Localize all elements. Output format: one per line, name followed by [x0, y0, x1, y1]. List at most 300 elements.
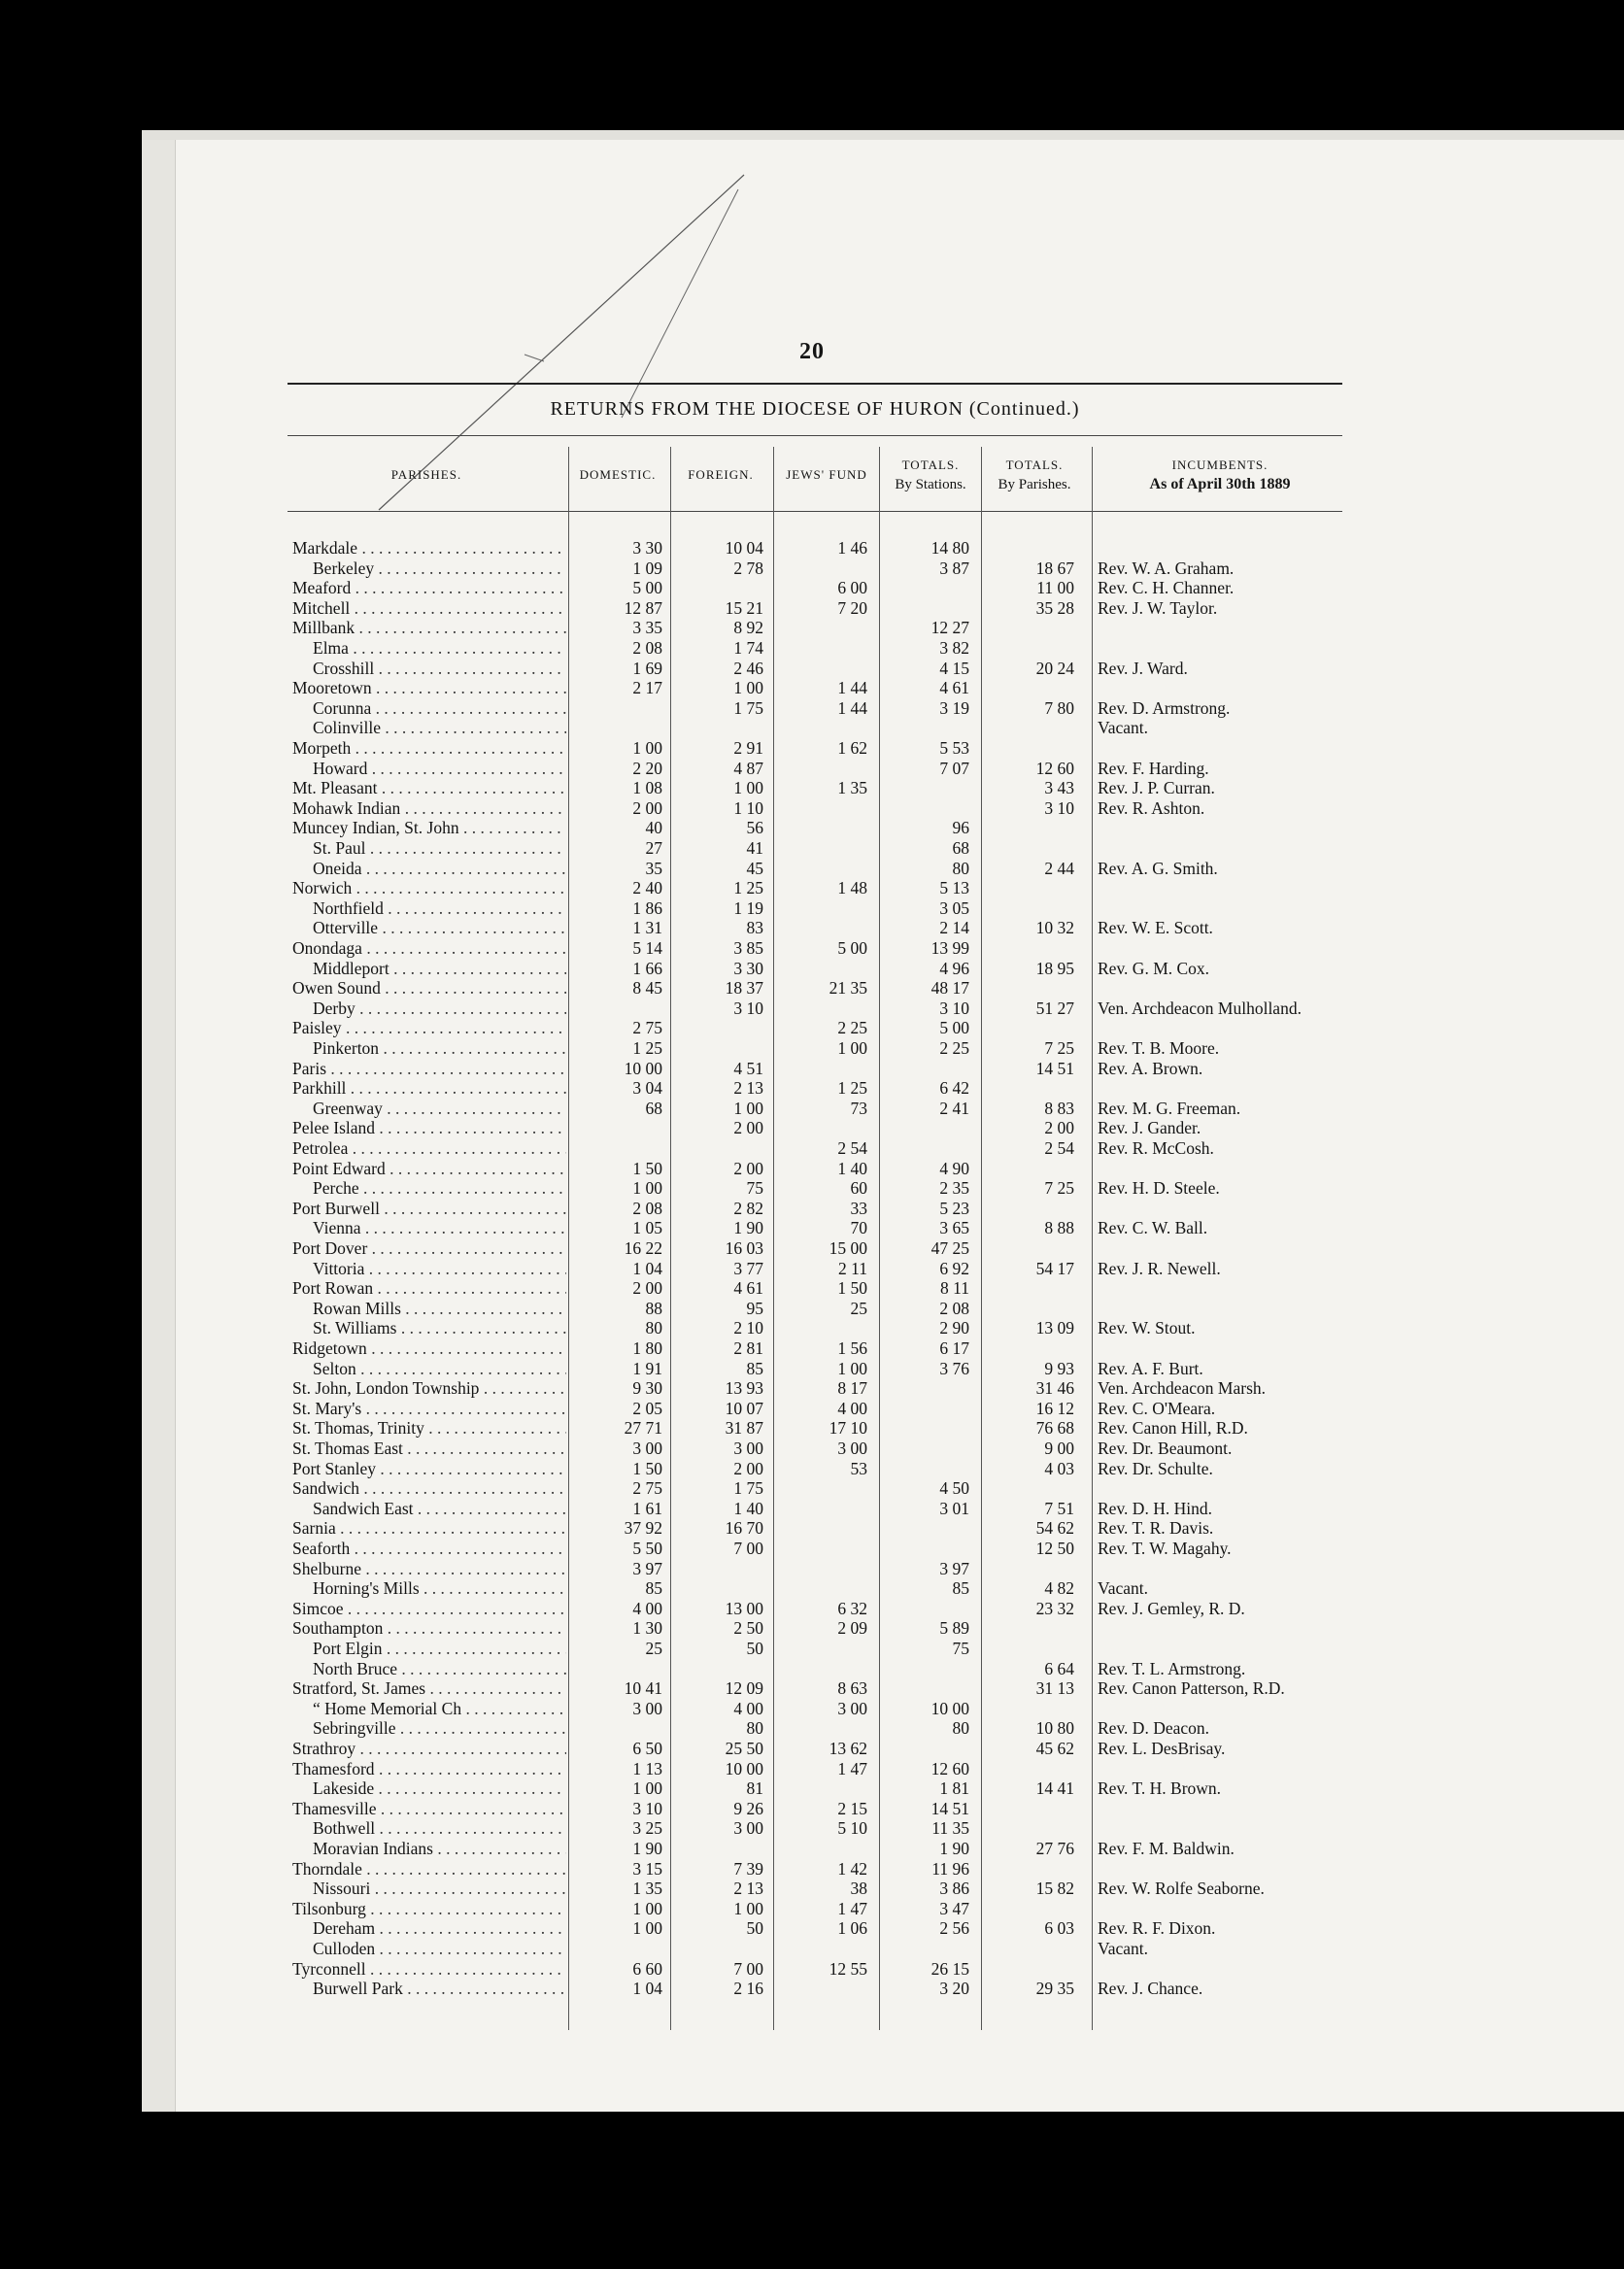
domestic-cell: 27 [645, 838, 662, 858]
parishes-cell: 35 28 [1035, 597, 1074, 618]
table-row [0, 538, 1624, 559]
incumbent-cell: Rev. T. R. Davis. [1098, 1518, 1214, 1539]
domestic-cell: 2 40 [632, 878, 662, 898]
stations-cell: 2 14 [939, 918, 969, 938]
table-row [0, 978, 1624, 999]
parish-name: Bothwell . . . [313, 1818, 566, 1839]
table-row [0, 898, 1624, 919]
parishes-cell: 7 51 [1044, 1498, 1074, 1518]
jews-cell: 6 00 [837, 578, 867, 598]
table-row [0, 1739, 1624, 1759]
header-top-rule [288, 435, 1342, 436]
foreign-cell: 15 21 [725, 597, 763, 618]
parish-name: Stratford, St. James . . . [292, 1678, 566, 1699]
stations-cell: 3 10 [939, 998, 969, 1018]
jews-cell: 2 25 [837, 1018, 867, 1038]
parish-name: Strathroy . . . [292, 1739, 566, 1759]
domestic-cell: 1 04 [632, 1979, 662, 1999]
incumbent-cell: Rev. A. F. Burt. [1098, 1358, 1203, 1378]
domestic-cell: 6 50 [632, 1739, 662, 1758]
foreign-cell: 3 30 [733, 958, 763, 978]
foreign-cell: 50 [746, 1918, 763, 1939]
parish-name: Vienna . . . [313, 1218, 566, 1238]
parishes-cell: 54 62 [1035, 1518, 1074, 1539]
parishes-cell: 20 24 [1035, 658, 1074, 678]
table-row [0, 598, 1624, 619]
incumbent-cell: Rev. W. E. Scott. [1098, 918, 1213, 938]
domestic-cell: 3 15 [632, 1858, 662, 1879]
parish-name: Howard . . . [313, 759, 566, 779]
jews-cell: 8 17 [837, 1378, 867, 1399]
jews-cell: 3 00 [837, 1698, 867, 1718]
table-row [0, 1278, 1624, 1299]
table-row [0, 1378, 1624, 1399]
domestic-cell: 3 25 [632, 1818, 662, 1839]
domestic-cell: 1 00 [632, 738, 662, 758]
foreign-cell: 10 04 [725, 538, 763, 558]
domestic-cell: 1 00 [632, 1918, 662, 1939]
foreign-cell: 3 00 [733, 1439, 763, 1458]
foreign-cell: 2 78 [733, 558, 763, 578]
jews-cell: 5 10 [837, 1818, 867, 1839]
foreign-cell: 9 26 [733, 1798, 763, 1818]
stations-cell: 2 41 [939, 1098, 969, 1118]
domestic-cell: 1 04 [632, 1258, 662, 1278]
top-rule [288, 383, 1342, 385]
domestic-cell: 25 [645, 1639, 662, 1658]
incumbent-cell: Rev. J. P. Curran. [1098, 778, 1215, 798]
stations-cell: 4 96 [939, 958, 969, 978]
stations-cell: 3 65 [939, 1218, 969, 1238]
parish-name: Corunna . . . [313, 698, 566, 719]
domestic-cell: 68 [645, 1098, 662, 1118]
parish-name: Vittoria . . . [313, 1259, 566, 1279]
foreign-cell: 1 40 [733, 1498, 763, 1518]
parishes-cell: 3 43 [1044, 778, 1074, 798]
foreign-cell: 83 [746, 918, 763, 938]
table-row [0, 1118, 1624, 1138]
foreign-cell: 1 75 [733, 697, 763, 718]
parish-name: Lakeside . . . [313, 1778, 566, 1799]
table-row [0, 638, 1624, 659]
jews-cell: 2 09 [837, 1618, 867, 1639]
stations-cell: 4 61 [939, 678, 969, 698]
parish-name: St. John, London Township . . . [292, 1378, 566, 1399]
parishes-cell: 12 60 [1035, 758, 1074, 778]
parishes-cell: 45 62 [1035, 1739, 1074, 1758]
header-parishes: PARISHES. [390, 467, 462, 482]
parish-name: Port Rowan . . . [292, 1278, 566, 1299]
incumbent-cell: Rev. T. H. Brown. [1098, 1778, 1222, 1799]
stations-cell: 3 05 [939, 897, 969, 918]
parishes-cell: 9 00 [1044, 1439, 1074, 1458]
header-totals-stations: TOTALS. By Stations. [895, 457, 966, 492]
parishes-cell: 18 67 [1035, 558, 1074, 578]
incumbent-cell: Rev. R. Ashton. [1098, 797, 1205, 818]
parish-name: “ Home Memorial Ch . . . [313, 1699, 566, 1719]
foreign-cell: 13 00 [725, 1598, 763, 1618]
foreign-cell: 81 [746, 1778, 763, 1799]
stations-cell: 13 99 [930, 938, 969, 958]
parish-name: Thamesford . . . [292, 1759, 566, 1779]
domestic-cell: 1 80 [632, 1338, 662, 1358]
jews-cell: 1 47 [837, 1898, 867, 1918]
stations-cell: 3 01 [939, 1498, 969, 1518]
incumbent-cell: Vacant. [1098, 1939, 1148, 1958]
parish-name: Horning's Mills . . . [313, 1578, 566, 1599]
domestic-cell: 3 10 [632, 1798, 662, 1818]
stations-cell: 12 27 [930, 618, 969, 638]
stations-cell: 7 07 [939, 758, 969, 778]
parishes-cell: 8 88 [1044, 1218, 1074, 1238]
foreign-cell: 3 85 [733, 938, 763, 958]
incumbent-cell: Rev. Dr. Schulte. [1098, 1458, 1213, 1478]
table-row [0, 1918, 1624, 1939]
stations-cell: 2 08 [939, 1298, 969, 1318]
parish-name: Culloden . . . [313, 1939, 566, 1959]
foreign-cell: 2 00 [733, 1458, 763, 1478]
parish-name: St. Thomas East . . . [292, 1439, 566, 1459]
foreign-cell: 18 37 [725, 978, 763, 999]
incumbent-cell: Rev. C. H. Channer. [1098, 578, 1235, 598]
domestic-cell: 3 35 [632, 618, 662, 638]
table-row [0, 1338, 1624, 1359]
incumbent-cell: Rev. J. Gemley, R. D. [1098, 1598, 1245, 1618]
parish-name: Norwich . . . [292, 878, 566, 898]
domestic-cell: 1 30 [632, 1618, 662, 1639]
domestic-cell: 8 45 [632, 978, 662, 999]
domestic-cell: 3 30 [632, 538, 662, 558]
table-row [0, 1939, 1624, 1959]
parish-name: Elma . . . [313, 638, 566, 659]
table-row [0, 1059, 1624, 1079]
parishes-cell: 10 32 [1035, 918, 1074, 938]
stations-cell: 5 00 [939, 1018, 969, 1038]
stations-cell: 47 25 [930, 1238, 969, 1258]
incumbent-cell: Rev. G. M. Cox. [1098, 958, 1210, 978]
parish-name: Sandwich . . . [292, 1478, 566, 1499]
foreign-cell: 3 00 [733, 1818, 763, 1839]
parish-name: Nissouri . . . [313, 1879, 566, 1899]
foreign-cell: 41 [746, 838, 763, 858]
parish-name: Otterville . . . [313, 918, 566, 938]
table-row [0, 1778, 1624, 1799]
jews-cell: 3 00 [837, 1439, 867, 1458]
table-row [0, 778, 1624, 798]
stations-cell: 3 76 [939, 1358, 969, 1378]
incumbent-cell: Rev. J. W. Taylor. [1098, 597, 1218, 618]
foreign-cell: 2 00 [733, 1118, 763, 1138]
table-row [0, 1799, 1624, 1819]
table-row [0, 1578, 1624, 1599]
parishes-cell: 2 00 [1044, 1118, 1074, 1138]
stations-cell: 3 20 [939, 1979, 969, 1999]
domestic-cell: 3 04 [632, 1078, 662, 1099]
incumbent-cell: Rev. F. Harding. [1098, 758, 1209, 778]
parish-name: Thamesville . . . [292, 1799, 566, 1819]
foreign-cell: 7 39 [733, 1858, 763, 1879]
parishes-cell: 23 32 [1035, 1598, 1074, 1618]
domestic-cell: 2 17 [632, 678, 662, 698]
table-row [0, 1099, 1624, 1119]
table-row [0, 559, 1624, 579]
foreign-cell: 1 75 [733, 1478, 763, 1499]
incumbent-cell: Rev. A. Brown. [1098, 1058, 1203, 1078]
jews-cell: 2 11 [838, 1258, 867, 1278]
domestic-cell: 3 97 [632, 1558, 662, 1578]
parishes-cell: 2 54 [1044, 1138, 1074, 1158]
domestic-cell: 9 30 [632, 1378, 662, 1399]
parish-name: Owen Sound . . . [292, 978, 566, 999]
incumbent-cell: Rev. M. G. Freeman. [1098, 1098, 1241, 1118]
table-row [0, 698, 1624, 719]
page-title: RETURNS FROM THE DIOCESE OF HURON (Continued.) [550, 398, 1080, 420]
table-row [0, 1478, 1624, 1499]
jews-cell: 13 62 [829, 1739, 867, 1758]
foreign-cell: 45 [746, 858, 763, 878]
parishes-cell: 6 64 [1044, 1658, 1074, 1678]
domestic-cell: 80 [645, 1318, 662, 1338]
foreign-cell: 95 [746, 1298, 763, 1318]
parishes-cell: 9 93 [1044, 1358, 1074, 1378]
domestic-cell: 10 00 [624, 1058, 662, 1078]
stations-cell: 5 13 [939, 878, 969, 898]
incumbent-cell: Rev. J. Gander. [1098, 1118, 1201, 1138]
table-row [0, 1078, 1624, 1099]
stations-cell: 85 [952, 1578, 969, 1599]
foreign-cell: 1 10 [733, 797, 763, 818]
domestic-cell: 27 71 [624, 1418, 662, 1439]
foreign-cell: 31 87 [725, 1418, 763, 1439]
table-row [0, 1439, 1624, 1459]
parishes-cell: 12 50 [1035, 1539, 1074, 1558]
stations-cell: 5 89 [939, 1618, 969, 1639]
foreign-cell: 4 61 [733, 1278, 763, 1299]
table-row [0, 1359, 1624, 1379]
parishes-cell: 4 82 [1044, 1578, 1074, 1599]
parish-name: Sebringville . . . [313, 1718, 566, 1739]
stations-cell: 75 [952, 1639, 969, 1658]
header-totals-parishes: TOTALS. By Parishes. [998, 457, 1071, 492]
jews-cell: 1 40 [837, 1158, 867, 1178]
incumbent-cell: Rev. W. A. Graham. [1098, 558, 1235, 578]
parish-name: St. Thomas, Trinity . . . [292, 1418, 566, 1439]
parish-name: Selton . . . [313, 1359, 566, 1379]
parishes-cell: 27 76 [1035, 1839, 1074, 1858]
stations-cell: 5 53 [939, 738, 969, 758]
incumbent-cell: Rev. J. Chance. [1098, 1979, 1203, 1999]
parishes-cell: 31 13 [1035, 1678, 1074, 1699]
parishes-cell: 2 44 [1044, 858, 1074, 878]
table-row [0, 1818, 1624, 1839]
stations-cell: 3 82 [939, 638, 969, 658]
parish-name: Perche . . . [313, 1178, 566, 1199]
parish-name: Mitchell . . . [292, 598, 566, 619]
table-row [0, 1238, 1624, 1259]
table-row [0, 578, 1624, 598]
table-row [0, 1399, 1624, 1419]
parish-name: Colinville . . . [313, 718, 566, 738]
foreign-cell: 2 10 [733, 1318, 763, 1338]
jews-cell: 70 [850, 1218, 867, 1238]
parish-name: Seaforth . . . [292, 1539, 566, 1559]
foreign-cell: 3 10 [733, 998, 763, 1018]
table-row [0, 1199, 1624, 1219]
parishes-cell: 7 25 [1044, 1178, 1074, 1199]
table-row [0, 838, 1624, 859]
stations-cell: 11 35 [931, 1818, 969, 1839]
foreign-cell: 4 51 [733, 1058, 763, 1078]
parish-name: Ridgetown . . . [292, 1338, 566, 1359]
domestic-cell: 1 00 [632, 1778, 662, 1799]
parish-name: Rowan Mills . . . [313, 1299, 566, 1319]
jews-cell: 33 [850, 1198, 867, 1218]
jews-cell: 1 46 [837, 538, 867, 558]
incumbent-cell: Rev. D. Armstrong. [1098, 697, 1231, 718]
parish-name: Meaford . . . [292, 578, 566, 598]
jews-cell: 1 00 [837, 1358, 867, 1378]
table-row [0, 1899, 1624, 1919]
parish-name: Greenway . . . [313, 1099, 566, 1119]
domestic-cell: 2 00 [632, 797, 662, 818]
parish-name: Tyrconnell . . . [292, 1959, 566, 1980]
domestic-cell: 1 09 [632, 558, 662, 578]
incumbent-cell: Rev. T. B. Moore. [1098, 1038, 1220, 1058]
incumbent-cell: Rev. J. R. Newell. [1098, 1258, 1221, 1278]
parish-name: Mohawk Indian . . . [292, 798, 566, 819]
incumbent-cell: Rev. C. O'Meara. [1098, 1398, 1216, 1418]
foreign-cell: 8 92 [733, 618, 763, 638]
incumbent-cell: Ven. Archdeacon Marsh. [1098, 1378, 1267, 1399]
stations-cell: 68 [952, 838, 969, 858]
foreign-cell: 1 90 [733, 1218, 763, 1238]
foreign-cell: 16 03 [725, 1238, 763, 1258]
parish-name: Middleport . . . [313, 959, 566, 979]
table-row [0, 759, 1624, 779]
stations-cell: 14 80 [930, 538, 969, 558]
incumbent-cell: Rev. H. D. Steele. [1098, 1178, 1220, 1199]
parishes-cell: 31 46 [1035, 1378, 1074, 1399]
table-row [0, 1959, 1624, 1980]
table-row [0, 1718, 1624, 1739]
foreign-cell: 16 70 [725, 1518, 763, 1539]
table-row [0, 738, 1624, 759]
domestic-cell: 1 13 [632, 1758, 662, 1778]
table-row [0, 1839, 1624, 1859]
domestic-cell: 1 91 [632, 1358, 662, 1378]
incumbent-cell: Vacant. [1098, 1578, 1148, 1599]
table-row [0, 859, 1624, 879]
domestic-cell: 1 50 [632, 1158, 662, 1178]
stations-cell: 48 17 [930, 978, 969, 999]
table-row [0, 798, 1624, 819]
foreign-cell: 1 74 [733, 638, 763, 658]
parish-name: Paisley . . . [292, 1018, 566, 1038]
parishes-cell: 6 03 [1044, 1918, 1074, 1939]
stations-cell: 3 87 [939, 558, 969, 578]
domestic-cell: 2 20 [632, 758, 662, 778]
parish-name: St. Paul . . . [313, 838, 566, 859]
domestic-cell: 4 00 [632, 1598, 662, 1618]
incumbent-cell: Rev. W. Stout. [1098, 1318, 1196, 1338]
foreign-cell: 2 46 [733, 658, 763, 678]
parish-name: Derby . . . [313, 999, 566, 1019]
stations-cell: 3 19 [939, 697, 969, 718]
jews-cell: 5 00 [837, 938, 867, 958]
incumbent-cell: Rev. Dr. Beaumont. [1098, 1439, 1233, 1458]
incumbent-cell: Rev. R. F. Dixon. [1098, 1918, 1216, 1939]
stations-cell: 2 35 [939, 1178, 969, 1199]
foreign-cell: 7 00 [733, 1539, 763, 1558]
parish-name: North Bruce . . . [313, 1659, 566, 1679]
domestic-cell: 10 41 [624, 1678, 662, 1699]
foreign-cell: 85 [746, 1358, 763, 1378]
table-row [0, 1699, 1624, 1719]
domestic-cell: 40 [645, 818, 662, 838]
foreign-cell: 25 50 [725, 1739, 763, 1758]
parish-name: Port Elgin . . . [313, 1639, 566, 1659]
foreign-cell: 75 [746, 1178, 763, 1199]
parish-name: Shelburne . . . [292, 1559, 566, 1579]
parish-name: Dereham . . . [313, 1918, 566, 1939]
incumbent-cell: Rev. F. M. Baldwin. [1098, 1839, 1235, 1858]
foreign-cell: 50 [746, 1639, 763, 1658]
parish-name: Port Dover . . . [292, 1238, 566, 1259]
stations-cell: 4 50 [939, 1478, 969, 1499]
foreign-cell: 1 00 [733, 778, 763, 798]
stations-cell: 6 17 [939, 1338, 969, 1358]
foreign-cell: 2 91 [733, 738, 763, 758]
parish-name: Sarnia . . . [292, 1518, 566, 1539]
jews-cell: 38 [850, 1879, 867, 1899]
jews-cell: 4 00 [837, 1398, 867, 1418]
stations-cell: 6 92 [939, 1258, 969, 1278]
table-row [0, 818, 1624, 838]
foreign-cell: 2 82 [733, 1198, 763, 1218]
table-row [0, 1259, 1624, 1279]
domestic-cell: 12 87 [624, 597, 662, 618]
parish-name: Morpeth . . . [292, 738, 566, 759]
domestic-cell: 85 [645, 1578, 662, 1599]
foreign-cell: 2 13 [733, 1078, 763, 1099]
jews-cell: 17 10 [829, 1418, 867, 1439]
foreign-cell: 1 00 [733, 1098, 763, 1118]
parish-name: Northfield . . . [313, 898, 566, 919]
jews-cell: 8 63 [837, 1678, 867, 1699]
incumbent-cell: Rev. Canon Hill, R.D. [1098, 1418, 1248, 1439]
stations-cell: 80 [952, 858, 969, 878]
table-row [0, 1138, 1624, 1159]
foreign-cell: 56 [746, 818, 763, 838]
domestic-cell: 1 90 [632, 1839, 662, 1858]
incumbent-cell: Rev. Canon Patterson, R.D. [1098, 1678, 1285, 1699]
stations-cell: 3 86 [939, 1879, 969, 1899]
table-row [0, 1159, 1624, 1179]
domestic-cell: 2 05 [632, 1398, 662, 1418]
stations-cell: 5 23 [939, 1198, 969, 1218]
parish-name: St. Williams . . . [313, 1318, 566, 1338]
parish-name: Markdale . . . [292, 538, 566, 559]
table-row [0, 1518, 1624, 1539]
table-row [0, 1318, 1624, 1338]
domestic-cell: 2 08 [632, 638, 662, 658]
stations-cell: 12 60 [930, 1758, 969, 1778]
foreign-cell: 12 09 [725, 1678, 763, 1699]
incumbent-cell: Rev. W. Rolfe Seaborne. [1098, 1879, 1265, 1899]
table-row [0, 1299, 1624, 1319]
parishes-cell: 10 80 [1035, 1718, 1074, 1739]
header-jews-fund: JEWS' FUND [786, 467, 867, 482]
